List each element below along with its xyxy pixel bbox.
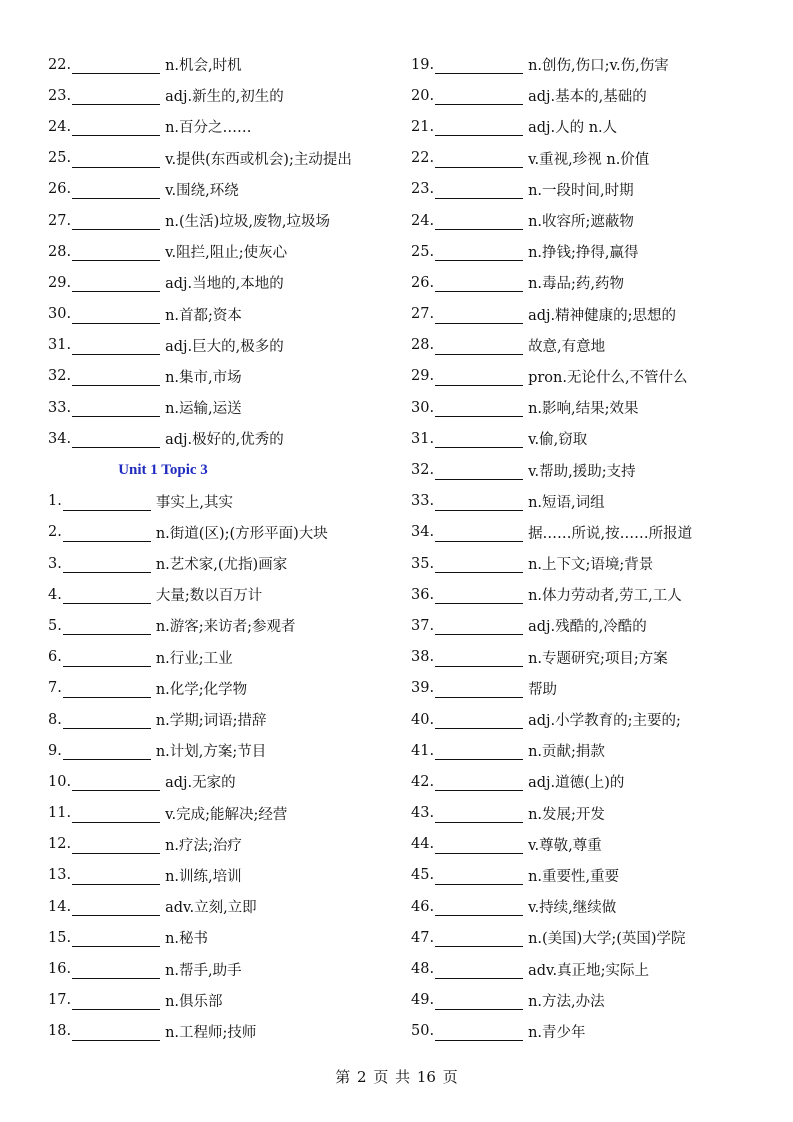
vocab-item (48, 80, 378, 111)
answer-blank[interactable] (63, 558, 151, 573)
vocab-item (411, 829, 751, 860)
vocab-item (411, 486, 751, 517)
answer-blank[interactable] (435, 527, 523, 542)
section-heading: Unit 1 Topic 3 (118, 461, 208, 478)
vocab-item (48, 1016, 378, 1047)
item-number: 23. (48, 87, 72, 104)
item-number: 24. (411, 212, 435, 229)
answer-blank[interactable] (72, 995, 160, 1010)
item-number: 25. (48, 150, 72, 167)
item-definition: n.专题研究;项目;方案 (528, 650, 668, 667)
answer-blank[interactable] (435, 714, 523, 729)
answer-blank[interactable] (72, 776, 160, 791)
item-definition: n.工程师;技师 (165, 1024, 257, 1041)
item-number: 33. (411, 493, 435, 510)
item-number: 28. (48, 243, 72, 260)
answer-blank[interactable] (435, 277, 523, 292)
item-number: 31. (48, 337, 72, 354)
item-number: 28. (411, 337, 435, 354)
vocab-item (48, 766, 378, 797)
answer-blank[interactable] (435, 589, 523, 604)
vocab-item (48, 922, 378, 953)
answer-blank[interactable] (435, 839, 523, 854)
item-number: 48. (411, 961, 435, 978)
vocab-item (411, 891, 751, 922)
item-number: 15. (48, 929, 72, 946)
answer-blank[interactable] (72, 932, 160, 947)
vocab-item (48, 205, 378, 236)
answer-blank[interactable] (72, 808, 160, 823)
answer-blank[interactable] (63, 683, 151, 698)
answer-blank[interactable] (435, 59, 523, 74)
answer-blank[interactable] (63, 527, 151, 542)
vocab-item (48, 953, 378, 984)
item-number: 29. (48, 274, 72, 291)
item-definition: n.行业;工业 (155, 650, 233, 667)
answer-blank[interactable] (435, 620, 523, 635)
vocab-item (48, 299, 378, 330)
vocab-item (411, 642, 751, 673)
item-definition: n.挣钱;挣得,赢得 (528, 245, 639, 262)
vocab-item (411, 922, 751, 953)
item-definition: v.完成;能解决;经营 (165, 806, 288, 823)
item-number: 40. (411, 711, 435, 728)
item-number: 29. (411, 368, 435, 385)
vocab-item (411, 49, 751, 80)
vocab-item (411, 361, 751, 392)
vocab-item (411, 985, 751, 1016)
vocab-item (48, 985, 378, 1016)
answer-blank[interactable] (435, 496, 523, 511)
item-number: 37. (411, 617, 435, 634)
item-number: 39. (411, 680, 435, 697)
item-definition: n.(生活)垃圾,废物,垃圾场 (165, 214, 331, 231)
vocab-item (411, 517, 751, 548)
answer-blank[interactable] (435, 745, 523, 760)
answer-blank[interactable] (63, 652, 151, 667)
answer-blank[interactable] (435, 808, 523, 823)
item-definition: v.偷,窃取 (528, 432, 588, 449)
item-definition: n.首都;资本 (165, 307, 242, 324)
vocab-item (411, 143, 751, 174)
vocab-item (48, 673, 378, 704)
item-number: 8. (48, 711, 62, 728)
answer-blank[interactable] (72, 870, 160, 885)
item-definition: adj.无家的 (165, 775, 236, 792)
item-definition: adv.立刻,立即 (165, 900, 257, 917)
item-definition: v.持续,继续做 (528, 900, 617, 917)
vocab-item (411, 174, 751, 205)
item-number: 20. (411, 87, 435, 104)
item-number: 12. (48, 836, 72, 853)
item-number: 22. (48, 56, 72, 73)
item-number: 35. (411, 555, 435, 572)
answer-blank[interactable] (435, 1026, 523, 1041)
answer-blank[interactable] (72, 340, 160, 355)
item-definition: n.计划,方案;节目 (155, 744, 267, 761)
answer-blank[interactable] (435, 995, 523, 1010)
vocab-item (48, 517, 378, 548)
item-number: 11. (48, 805, 72, 822)
vocab-item (411, 330, 751, 361)
item-definition: n.疗法;治疗 (165, 837, 242, 854)
item-number: 30. (411, 399, 435, 416)
item-definition: adj.基本的,基础的 (528, 89, 647, 106)
item-number: 2. (48, 524, 62, 541)
item-number: 16. (48, 961, 72, 978)
answer-blank[interactable] (435, 121, 523, 136)
answer-blank[interactable] (435, 465, 523, 480)
answer-blank[interactable] (435, 433, 523, 448)
vocab-item (411, 548, 751, 579)
item-definition: v.阻拦,阻止;使灰心 (165, 245, 288, 262)
item-definition: n.运输,运送 (165, 401, 242, 418)
answer-blank[interactable] (435, 340, 523, 355)
answer-blank[interactable] (435, 184, 523, 199)
answer-blank[interactable] (72, 1026, 160, 1041)
item-definition: adj.道德(上)的 (528, 775, 625, 792)
vocab-item (48, 486, 378, 517)
item-definition: adj.残酷的,冷酷的 (528, 619, 647, 636)
item-definition: v.帮助,援助;支持 (528, 463, 636, 480)
item-number: 14. (48, 898, 72, 915)
vocab-item (48, 174, 378, 205)
vocab-item (48, 704, 378, 735)
answer-blank[interactable] (72, 277, 160, 292)
vocab-item (48, 49, 378, 80)
answer-blank[interactable] (72, 901, 160, 916)
item-definition: n.俱乐部 (165, 993, 223, 1010)
vocab-item (48, 610, 378, 641)
answer-blank[interactable] (72, 964, 160, 979)
vocab-item (48, 423, 378, 454)
answer-blank[interactable] (435, 932, 523, 947)
item-number: 13. (48, 867, 72, 884)
vocab-item (48, 236, 378, 267)
item-number: 36. (411, 586, 435, 603)
item-definition: 大量;数以百万计 (155, 588, 263, 605)
item-definition: n.创伤,伤口;v.伤,伤害 (528, 58, 669, 75)
answer-blank[interactable] (63, 589, 151, 604)
vocab-item (48, 330, 378, 361)
item-number: 5. (48, 617, 62, 634)
item-number: 3. (48, 555, 62, 572)
item-definition: adj.当地的,本地的 (165, 276, 284, 293)
vocab-item (48, 267, 378, 298)
vocab-item (411, 610, 751, 641)
vocab-item (411, 798, 751, 829)
item-number: 32. (48, 368, 72, 385)
answer-blank[interactable] (435, 90, 523, 105)
item-definition: n.上下文;语境;背景 (528, 557, 654, 574)
item-definition: adv.真正地;实际上 (528, 962, 649, 979)
item-definition: n.毒品;药,药物 (528, 276, 625, 293)
item-number: 27. (411, 306, 435, 323)
item-number: 27. (48, 212, 72, 229)
item-definition: 故意,有意地 (528, 338, 606, 355)
answer-blank[interactable] (72, 59, 160, 74)
answer-blank[interactable] (72, 90, 160, 105)
item-definition: pron.无论什么,不管什么 (528, 369, 688, 386)
answer-blank[interactable] (72, 184, 160, 199)
answer-blank[interactable] (435, 776, 523, 791)
item-definition: n.艺术家,(尤指)画家 (155, 557, 288, 574)
item-number: 21. (411, 118, 435, 135)
answer-blank[interactable] (63, 620, 151, 635)
item-number: 50. (411, 1023, 435, 1040)
item-definition: 事实上,其实 (155, 494, 233, 511)
item-number: 47. (411, 929, 435, 946)
item-number: 10. (48, 773, 72, 790)
answer-blank[interactable] (72, 371, 160, 386)
item-definition: v.提供(东西或机会);主动提出 (165, 151, 352, 168)
vocab-item (411, 1016, 751, 1047)
vocab-item (411, 860, 751, 891)
item-definition: n.方法,办法 (528, 993, 605, 1010)
answer-blank[interactable] (435, 246, 523, 261)
answer-blank[interactable] (72, 153, 160, 168)
answer-blank[interactable] (72, 121, 160, 136)
vocab-item (48, 798, 378, 829)
item-number: 4. (48, 586, 62, 603)
item-definition: n.短语,词组 (528, 494, 605, 511)
item-number: 33. (48, 399, 72, 416)
item-number: 34. (48, 430, 72, 447)
answer-blank[interactable] (72, 246, 160, 261)
item-number: 23. (411, 181, 435, 198)
vocab-item (411, 953, 751, 984)
item-definition: n.(美国)大学;(英国)学院 (528, 931, 686, 948)
item-number: 45. (411, 867, 435, 884)
vocab-item (411, 205, 751, 236)
section-heading-row (48, 454, 278, 485)
vocab-item (411, 735, 751, 766)
vocab-item (48, 392, 378, 423)
item-number: 25. (411, 243, 435, 260)
item-definition: v.重视,珍视 n.价值 (528, 151, 650, 168)
item-definition: adj.小学教育的;主要的; (528, 713, 681, 730)
item-definition: adj.人的 n.人 (528, 120, 618, 137)
item-definition: v.尊敬,尊重 (528, 837, 602, 854)
left-column (48, 49, 378, 1047)
item-number: 31. (411, 430, 435, 447)
answer-blank[interactable] (72, 215, 160, 230)
answer-blank[interactable] (435, 153, 523, 168)
answer-blank[interactable] (435, 870, 523, 885)
item-number: 22. (411, 150, 435, 167)
answer-blank[interactable] (63, 496, 151, 511)
item-number: 26. (48, 181, 72, 198)
answer-blank[interactable] (435, 402, 523, 417)
item-number: 46. (411, 898, 435, 915)
item-definition: n.发展;开发 (528, 806, 605, 823)
item-definition: n.机会,时机 (165, 58, 242, 75)
vocab-item (411, 423, 751, 454)
answer-blank[interactable] (72, 433, 160, 448)
vocab-item (411, 454, 751, 485)
page-footer: 第 2 页 共 16 页 (335, 1068, 458, 1086)
answer-blank[interactable] (435, 652, 523, 667)
item-number: 43. (411, 805, 435, 822)
item-number: 49. (411, 992, 435, 1009)
item-definition: n.游客;来访者;参观者 (155, 619, 296, 636)
item-definition: n.集市,市场 (165, 369, 242, 386)
item-definition: n.帮手,助手 (165, 962, 242, 979)
item-definition: n.体力劳动者,劳工,工人 (528, 588, 682, 605)
item-definition: n.百分之…… (165, 120, 252, 137)
item-number: 7. (48, 680, 62, 697)
item-definition: n.收容所;遮蔽物 (528, 214, 634, 231)
right-column (411, 49, 751, 1047)
item-definition: n.贡献;捐款 (528, 744, 605, 761)
answer-blank[interactable] (435, 371, 523, 386)
answer-blank[interactable] (435, 309, 523, 324)
item-number: 44. (411, 836, 435, 853)
vocab-item (411, 80, 751, 111)
vocab-item (48, 860, 378, 891)
item-number: 32. (411, 462, 435, 479)
vocab-item (411, 704, 751, 735)
vocab-item (48, 111, 378, 142)
vocab-item (411, 579, 751, 610)
answer-blank[interactable] (63, 745, 151, 760)
item-definition: 据……所说,按……所报道 (528, 525, 693, 542)
item-definition: n.街道(区);(方形平面)大块 (155, 525, 328, 542)
vocab-item (411, 673, 751, 704)
item-definition: adj.极好的,优秀的 (165, 432, 284, 449)
answer-blank[interactable] (72, 309, 160, 324)
answer-blank[interactable] (435, 901, 523, 916)
item-definition: adj.精神健康的;思想的 (528, 307, 676, 324)
item-definition: n.青少年 (528, 1024, 586, 1041)
item-definition: n.一段时间,时期 (528, 182, 634, 199)
item-number: 30. (48, 306, 72, 323)
item-definition: adj.新生的,初生的 (165, 89, 284, 106)
vocab-item (48, 579, 378, 610)
item-definition: v.围绕,环绕 (165, 182, 239, 199)
vocab-item (411, 267, 751, 298)
item-definition: n.秘书 (165, 931, 209, 948)
item-definition: n.影响,结果;效果 (528, 401, 639, 418)
item-number: 38. (411, 649, 435, 666)
vocab-item (48, 143, 378, 174)
vocab-item (48, 735, 378, 766)
item-number: 24. (48, 118, 72, 135)
item-number: 6. (48, 649, 62, 666)
vocab-item (48, 829, 378, 860)
vocab-item (48, 891, 378, 922)
vocab-item (411, 236, 751, 267)
item-number: 34. (411, 524, 435, 541)
item-definition: 帮助 (528, 681, 558, 698)
answer-blank[interactable] (435, 683, 523, 698)
item-definition: n.化学;化学物 (155, 681, 248, 698)
item-number: 42. (411, 773, 435, 790)
answer-blank[interactable] (435, 215, 523, 230)
item-number: 18. (48, 1023, 72, 1040)
answer-blank[interactable] (435, 964, 523, 979)
vocab-item (411, 111, 751, 142)
answer-blank[interactable] (63, 714, 151, 729)
item-number: 41. (411, 742, 435, 759)
item-definition: n.重要性,重要 (528, 868, 620, 885)
item-number: 17. (48, 992, 72, 1009)
vocab-item (48, 361, 378, 392)
item-number: 9. (48, 742, 62, 759)
item-number: 1. (48, 493, 62, 510)
answer-blank[interactable] (435, 558, 523, 573)
item-definition: n.训练,培训 (165, 868, 242, 885)
answer-blank[interactable] (72, 402, 160, 417)
vocab-item (48, 548, 378, 579)
item-number: 19. (411, 56, 435, 73)
item-number: 26. (411, 274, 435, 291)
vocab-item (411, 392, 751, 423)
vocab-item (48, 642, 378, 673)
vocab-item (411, 766, 751, 797)
item-definition: adj.巨大的,极多的 (165, 338, 284, 355)
vocab-item (411, 299, 751, 330)
answer-blank[interactable] (72, 839, 160, 854)
item-definition: n.学期;词语;措辞 (155, 713, 267, 730)
